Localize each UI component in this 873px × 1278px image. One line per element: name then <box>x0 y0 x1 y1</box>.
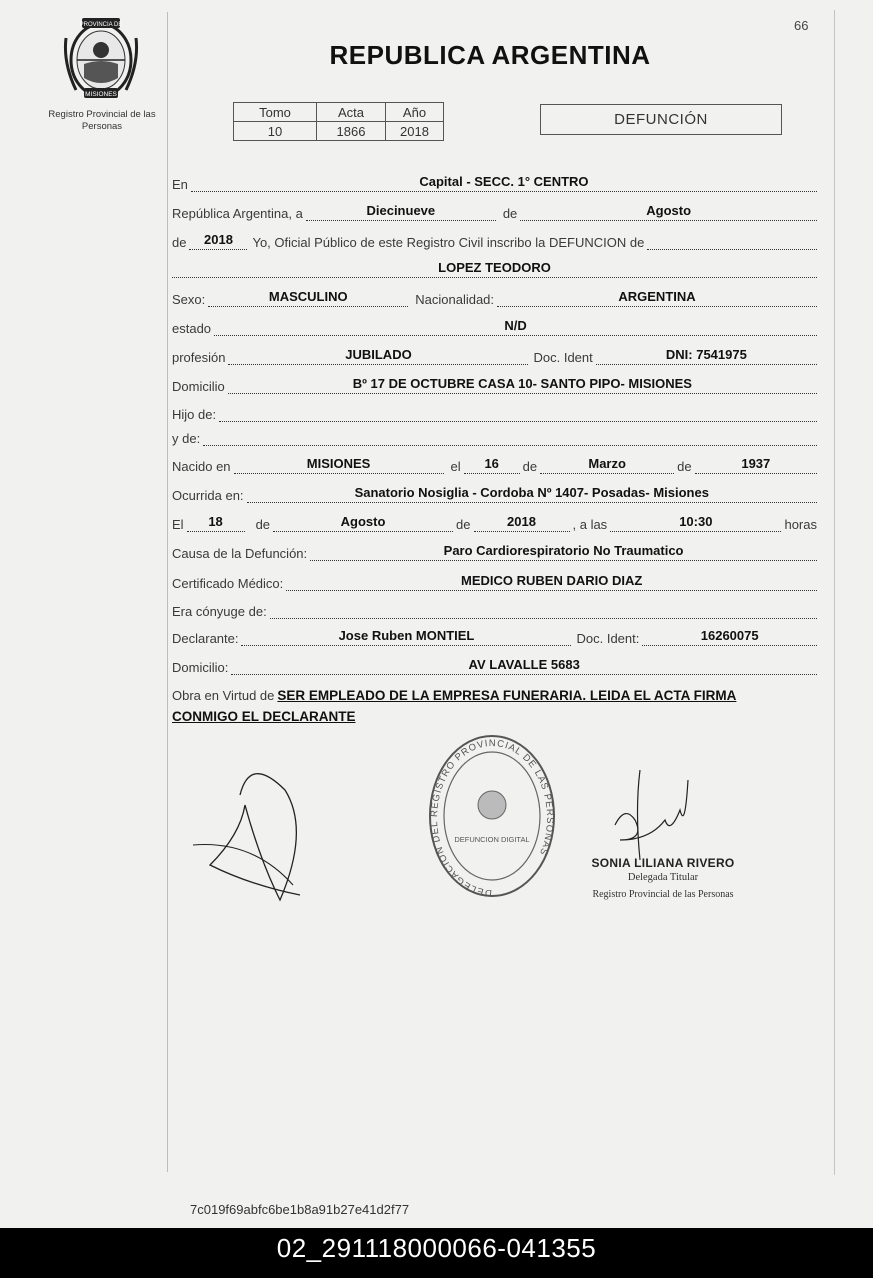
domicilio2-label: Domicilio: <box>172 660 229 675</box>
death-time-value: 10:30 <box>610 513 781 532</box>
anio-value: 2018 <box>386 122 444 141</box>
declarante-value: Jose Ruben MONTIEL <box>241 627 571 646</box>
obra-line1-value: SER EMPLEADO DE LA EMPRESA FUNERARIA. LEIDA EL ACTA FIRMA <box>277 688 737 703</box>
nacido-en-value: MISIONES <box>234 455 444 474</box>
inscribo-text: Yo, Oficial Público de este Registro Civil inscribo la DEFUNCION de <box>252 235 645 250</box>
seal-inner-text: DEFUNCION DIGITAL <box>454 835 530 844</box>
death-month-value: Agosto <box>273 513 453 532</box>
obra-label: Obra en Virtud de <box>172 688 275 703</box>
domicilio-row <box>172 372 820 394</box>
de-label: de <box>502 206 518 221</box>
deceased-row <box>172 256 820 278</box>
hijo-value <box>219 403 817 422</box>
domicilio-label: Domicilio <box>172 379 225 394</box>
sexo-row <box>172 285 820 307</box>
place-value: Capital - SECC. 1° CENTRO <box>191 173 817 192</box>
alas-label: , a las <box>572 517 608 532</box>
estado-value: N/D <box>214 317 817 336</box>
obra-line2-value: CONMIGO EL DECLARANTE <box>172 709 356 724</box>
birth-day-value: 16 <box>464 455 520 474</box>
nacionalidad-value: ARGENTINA <box>497 288 817 307</box>
ocurrida-label: Ocurrida en: <box>172 488 244 503</box>
conyuge-row <box>172 597 820 619</box>
causa-label: Causa de la Defunción: <box>172 546 308 561</box>
inscribo-blank <box>647 231 817 250</box>
official-role: Delegada Titular <box>627 872 699 883</box>
year-row <box>172 228 820 250</box>
logo-bottom-text: MISIONES <box>85 91 117 98</box>
seal-ring-text: DELEGACION DEL REGISTRO PROVINCIAL DE LAS PERSONAS <box>428 737 556 899</box>
ocurrida-value: Sanatorio Nosiglia - Cordoba Nº 1407- Posadas- Misiones <box>247 484 817 503</box>
declarante-doc-value: 16260075 <box>642 627 817 646</box>
record-table <box>233 102 444 141</box>
ocurrida-row <box>172 481 820 503</box>
provincial-coat-of-arms-logo <box>62 16 140 100</box>
record-table-header-row <box>234 103 444 122</box>
deceased-name-value: LOPEZ TEODORO <box>172 259 817 278</box>
document-hash: 7c019f69abfc6be1b8a91b27e41d2f77 <box>190 1202 410 1217</box>
logo-top-text: PROVINCIA DE <box>79 22 123 28</box>
sexo-label: Sexo: <box>172 292 206 307</box>
footer-code-bar: 02_291118000066-041355 <box>0 1228 873 1278</box>
de-death-year-label: de <box>456 517 471 532</box>
certificado-label: Certificado Médico: <box>172 576 284 591</box>
month-value: Agosto <box>520 202 817 221</box>
domicilio-value: Bº 17 DE OCTUBRE CASA 10- SANTO PIPO- MISIONES <box>228 375 817 394</box>
birth-year-value: 1937 <box>695 455 817 474</box>
yde-row <box>172 424 820 446</box>
official-signature <box>590 765 700 865</box>
de-year-label: de <box>172 235 187 250</box>
domicilio2-row <box>172 653 820 675</box>
conyuge-label: Era cónyuge de: <box>172 604 267 619</box>
nacido-row <box>172 452 820 474</box>
doc-label: Doc. Ident <box>533 350 593 365</box>
death-year-value: 2018 <box>474 513 570 532</box>
de-birth-year-label: de <box>677 459 692 474</box>
declarante-label: Declarante: <box>172 631 239 646</box>
year-value: 2018 <box>189 231 247 250</box>
el-label: el <box>450 459 461 474</box>
date-row <box>172 199 820 221</box>
registry-name: Registro Provincial de las Personas <box>48 109 156 132</box>
yde-label: y de: <box>172 431 201 446</box>
acta-value: 1866 <box>317 122 386 141</box>
official-name: SONIA LILIANA RIVERO <box>591 856 735 870</box>
de-birth-label: de <box>522 459 538 474</box>
record-table-value-row <box>234 122 444 141</box>
anio-header: Año <box>386 103 444 122</box>
right-margin-line <box>834 10 835 1175</box>
acta-header: Acta <box>317 103 386 122</box>
hijo-row <box>172 400 820 422</box>
profesion-value: JUBILADO <box>228 346 528 365</box>
yde-value <box>203 427 817 446</box>
official-seal <box>425 730 560 902</box>
obra-row <box>172 681 820 703</box>
birth-month-value: Marzo <box>540 455 674 474</box>
record-type-box: DEFUNCIÓN <box>540 104 782 135</box>
doc-value: DNI: 7541975 <box>596 346 817 365</box>
page-number: 66 <box>794 18 809 33</box>
conyuge-value <box>270 600 817 619</box>
place-row <box>172 170 820 192</box>
tomo-value: 10 <box>234 122 317 141</box>
el-cap-label: El <box>172 517 184 532</box>
certificado-value: MEDICO RUBEN DARIO DIAZ <box>286 572 817 591</box>
declarante-row <box>172 624 820 646</box>
sexo-value: MASCULINO <box>208 288 408 307</box>
horas-label: horas <box>784 517 817 532</box>
profesion-label: profesión <box>172 350 226 365</box>
causa-row <box>172 539 820 561</box>
nacido-label: Nacido en <box>172 459 231 474</box>
obra-row-2 <box>172 702 820 724</box>
death-date-row <box>172 510 820 532</box>
declarant-signature <box>185 755 315 905</box>
death-day-value: 18 <box>187 513 245 532</box>
profesion-row <box>172 343 820 365</box>
certificado-row <box>172 569 820 591</box>
day-text-value: Diecinueve <box>306 202 496 221</box>
page-title: REPUBLICA ARGENTINA <box>329 40 651 70</box>
tomo-header: Tomo <box>234 103 317 122</box>
en-label: En <box>172 177 188 192</box>
nacionalidad-label: Nacionalidad: <box>415 292 495 307</box>
causa-value: Paro Cardiorespiratorio No Traumatico <box>310 542 817 561</box>
declarante-domicilio-value: AV LAVALLE 5683 <box>231 656 817 675</box>
estado-label: estado <box>172 321 212 336</box>
estado-row <box>172 314 820 336</box>
left-margin-line <box>167 12 168 1172</box>
official-registry: Registro Provincial de las Personas <box>592 889 734 900</box>
doc-ident-label: Doc. Ident: <box>576 631 640 646</box>
republica-label: República Argentina, a <box>172 206 303 221</box>
de-death-label: de <box>255 517 271 532</box>
hijo-label: Hijo de: <box>172 407 217 422</box>
